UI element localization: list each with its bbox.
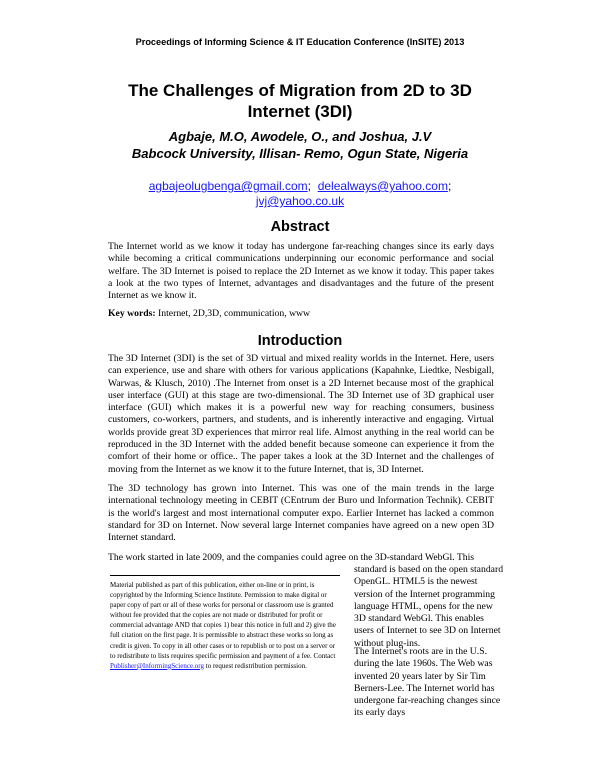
footnote-tail: to request redistribution permission.	[205, 661, 307, 670]
email-separator: ;	[447, 179, 452, 193]
affiliation: Babcock University, Illisan- Remo, Ogun State, Nigeria	[131, 146, 469, 161]
keywords: Internet, 2D,3D, communication, www	[158, 308, 311, 319]
author-block	[60, 128, 540, 162]
copyright-footnote	[110, 575, 340, 671]
intro-paragraph-1: The 3D Internet (3DI) is the set of 3D virtual and mixed reality worlds in the Internet. Here, users can experience, use and share with others for various applications (Kapahnke, Liedtke, Nesbigall, Warwas, & Klusch, 2010) .The Internet from onset is a 2D Internet because most of the graphical user interface (GUI) at this stage are two-dimensional. The 3D Internet use of 3D graphical user interface (GUI) which makes it is a powerful new way for reaching consumers, business customers, co-workers, partners, and students, and is inherently interactive and engaging. Virtual worlds provide great 3D experiences that mirror real life. Almost anything in the real world can be reproduced in the 3D Internet with the added benefit because someone can experience it from the comfort of their home or office.. The paper takes a look at the 3D Internet and the challenges of moving from the Internet as we know it to the future Internet, that is, 3D Internet.	[108, 353, 494, 475]
email-separator: ;	[307, 179, 312, 193]
email-block	[60, 179, 540, 209]
paper-title: The Challenges of Migration from 2D to 3D Internet (3DI)	[128, 81, 472, 121]
email-link-awodele[interactable]: delealways@yahoo.com	[317, 179, 448, 193]
authors: Agbaje, M.O, Awodele, O., and Joshua, J.V	[168, 129, 432, 144]
abstract-text: The Internet world as we know it today has undergone far-reaching changes since its early days while becoming a critical communications underpinning our economic performance and social welfare. The 3D Internet is poised to replace the 2D Internet as we know it today. This paper takes a look at the two types of Internet, advantages and disadvantages and the future of the present Internet as we know it.	[108, 241, 494, 302]
intro-paragraph-4: The Internet's roots are in the U.S. during the late 1960s. The Web was invented 20 years later by Sir Tim Berners-Lee. The Internet world has undergone far-reaching changes since its early days	[354, 646, 501, 719]
keywords-label: Key words:	[108, 308, 156, 319]
abstract-heading: Abstract	[270, 219, 330, 235]
email-link-agbaje[interactable]: agbajeolugbenga@gmail.com	[148, 179, 308, 193]
footnote-text: Material published as part of this publication, either on-line or in print, is copyrighted by the Informing Science Institute. Permission to make digital or paper copy of part or all of these works for personal or classroom use is granted without fee provided that the copies are not made or distributed for profit or commercial advantage AND that copies 1) bear this notice in full and 2) give the full citation on the first page. It is permissible to abstract these works so long as credit is given. To copy in all other cases or to republish or to post on a server or to redistribute to lists requires specific permission and payment of a fee. Contact	[110, 581, 336, 660]
intro-paragraph-3-continued: standard is based on the open standard OpenGL. HTML5 is the newest version of the Internet programming language HTML, opens for the new 3D standard WebGl. This enables users of Internet to see 3D on Internet without plug-ins.	[354, 564, 504, 649]
keywords-line	[108, 308, 494, 320]
publisher-email-link[interactable]: Publisher@InformingScience.org	[110, 661, 204, 670]
proceedings-header: Proceedings of Informing Science & IT Education Conference (InSITE) 2013	[135, 37, 465, 47]
intro-paragraph-3-lead: The work started in late 2009, and the companies could agree on the 3D-standard WebGl. This	[108, 552, 475, 563]
introduction-heading: Introduction	[257, 333, 343, 349]
intro-paragraph-2: The 3D technology has grown into Internet. This was one of the main trends in the large international technology meeting in CEBIT (CEntrum der Buro und Information Technik). CEBIT is the world's largest and most international computer expo. Earlier Internet has lacked a common standard for 3D on Internet. Now several large Internet companies have agreed on a new open 3D Internet standard.	[108, 483, 494, 544]
email-link-joshua[interactable]: jvj@yahoo.co.uk	[255, 194, 345, 208]
